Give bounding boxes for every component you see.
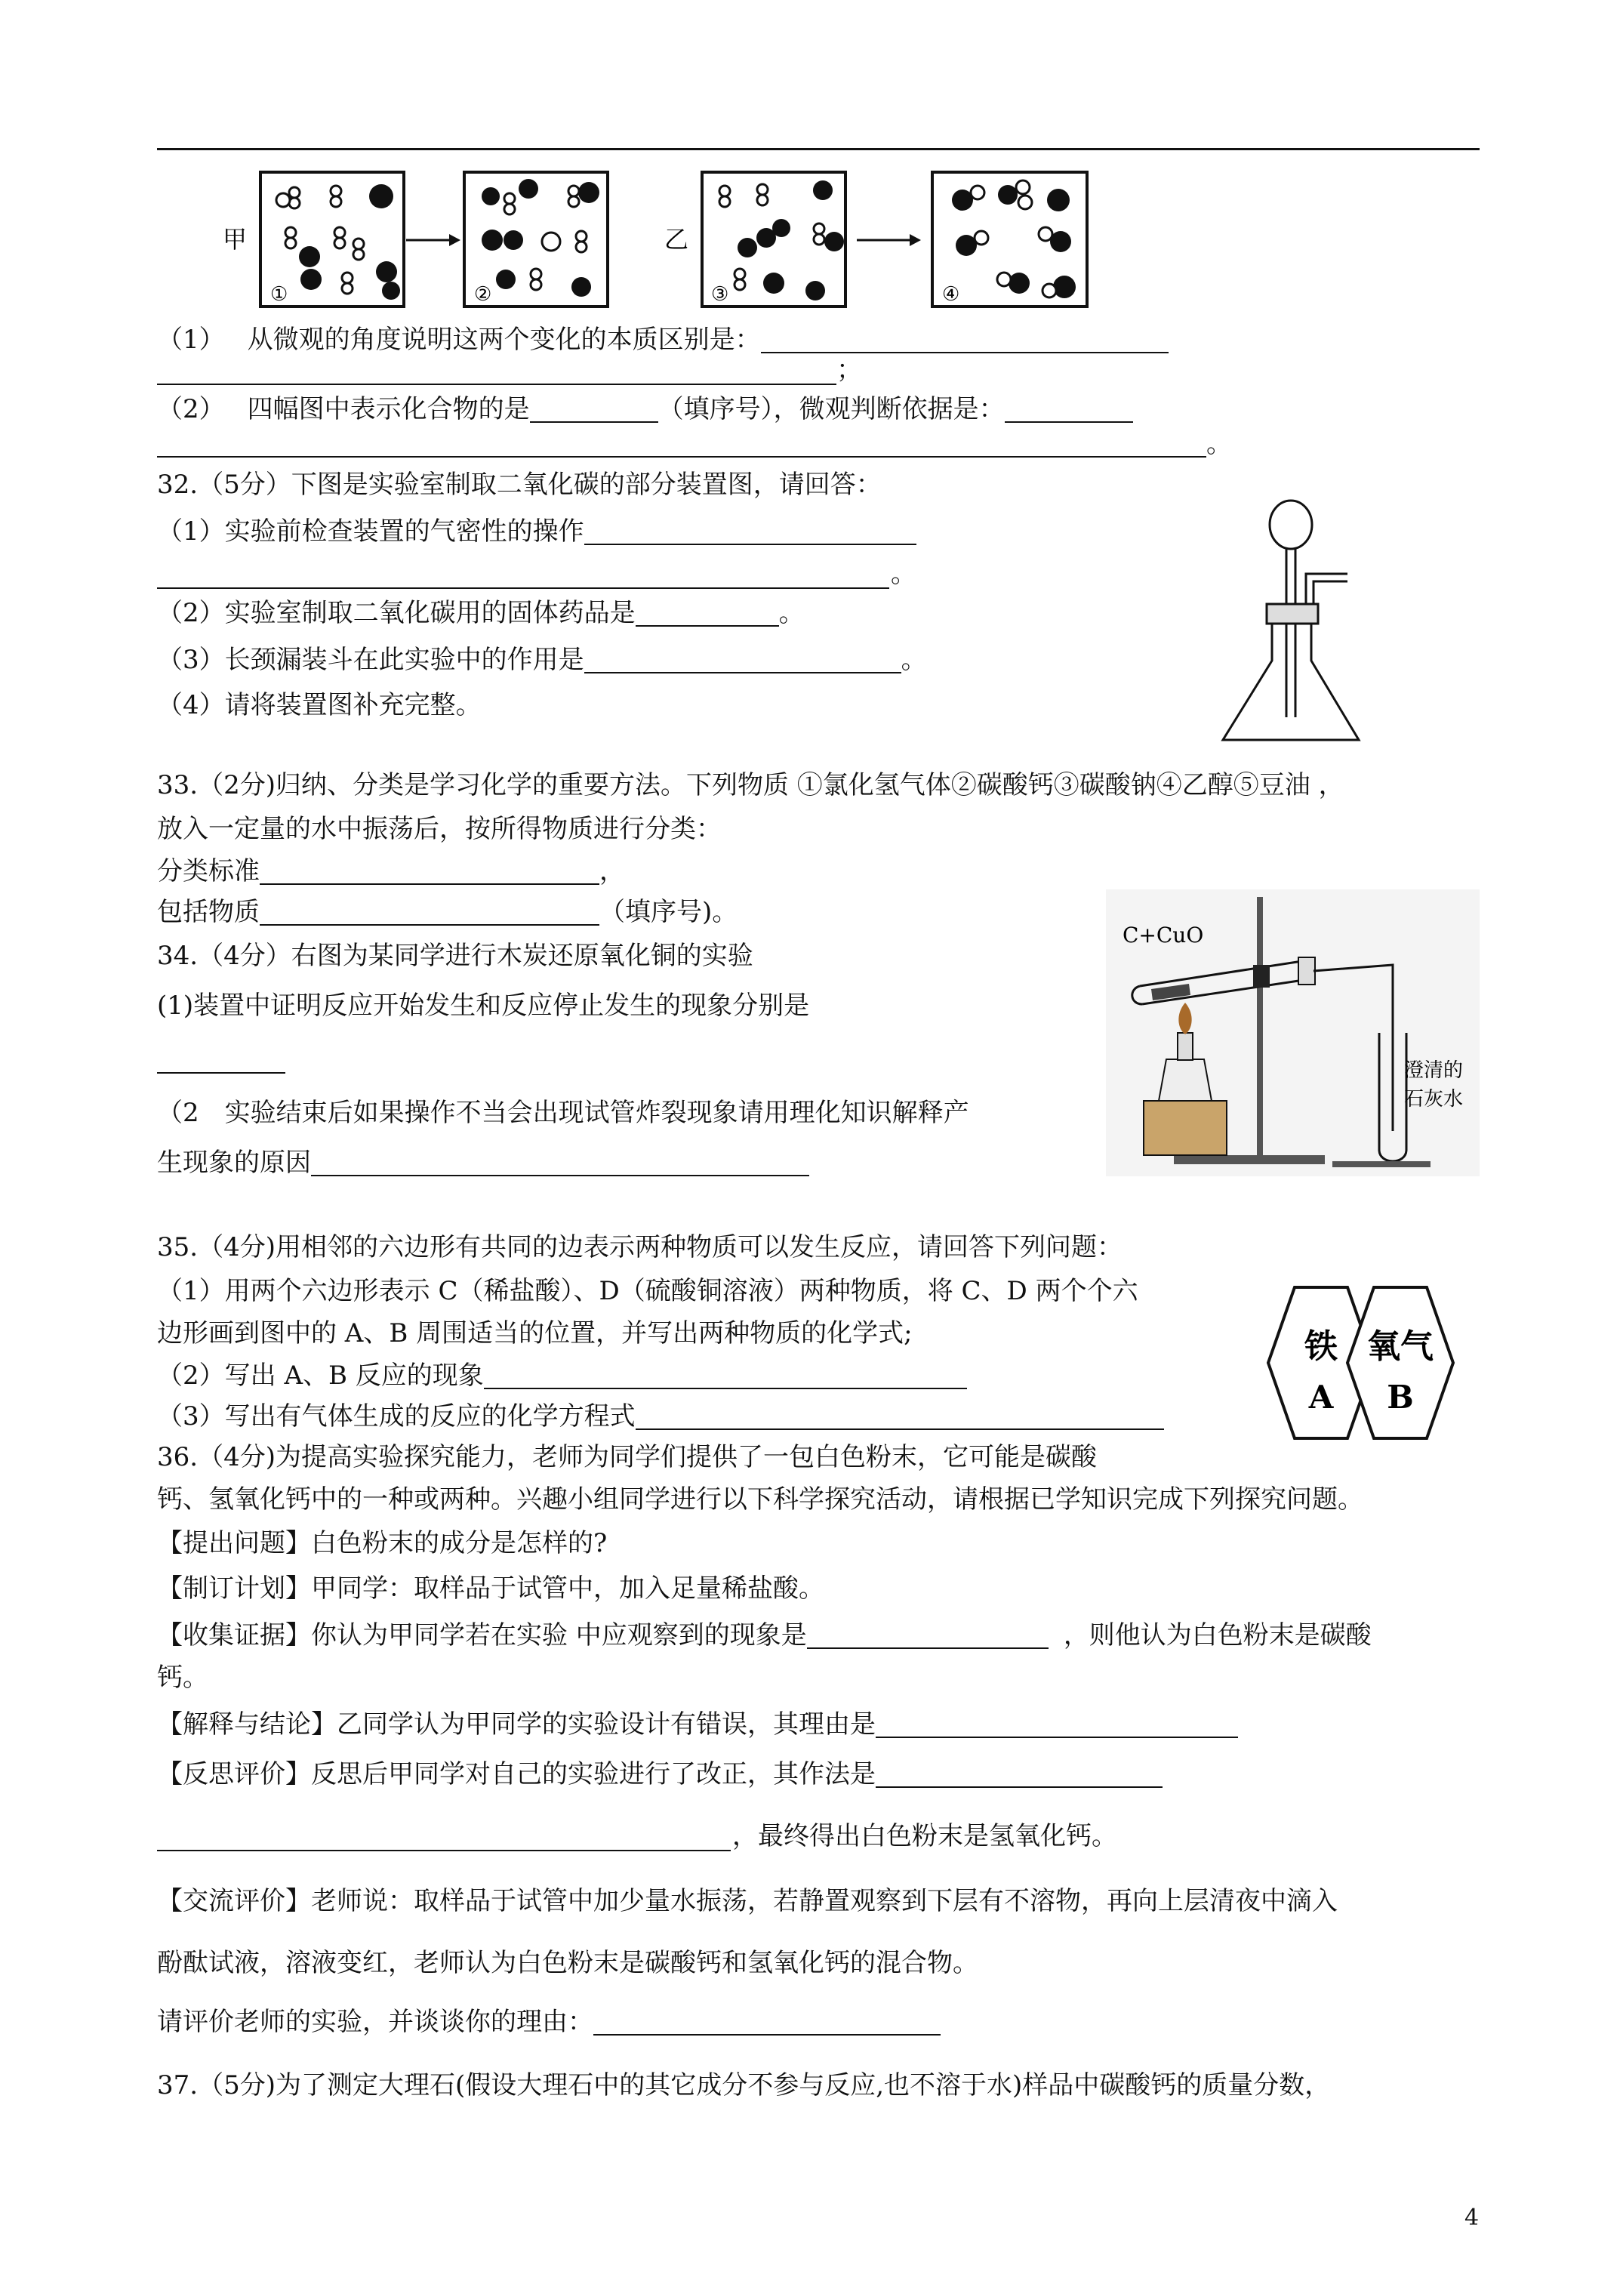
q36-l3: 【提出问题】白色粉末的成分是怎样的? (157, 1528, 608, 1558)
q37-l1: 37.（5分)为了测定大理石(假设大理石中的其它成分不参与反应,也不溶于水)样品中碳酸钙的质量分数， (157, 2070, 1331, 2100)
panel-num-4: ④ (942, 283, 960, 306)
charcoal-reduction-figure (1106, 889, 1480, 1176)
q33-l2: 放入一定量的水中振荡后，按所得物质进行分类： (157, 814, 722, 844)
q35-s1b: 边形画到图中的 A、B 周围适当的位置，并写出两种物质的化学式; (157, 1318, 913, 1348)
hex-b-bot: B (1387, 1379, 1414, 1416)
q33-l3: 分类标准 ， (157, 856, 625, 886)
q31-answer-line-1[interactable] (157, 384, 836, 385)
q32-s1-end: 。 (891, 559, 916, 589)
page-number: 4 (1464, 2205, 1480, 2231)
q32-head: 32.（5分）下图是实验室制取二氧化碳的部分装置图，请回答： (157, 470, 882, 500)
q34-s2b: 生现象的原因 (157, 1146, 809, 1179)
q36-l5: 【收集证据】你认为甲同学若在实验 中应观察到的现象是 ，则他认为白色粉末是碳酸 (157, 1620, 1372, 1650)
q32-s4: （4）请将装置图补充完整。 (157, 690, 482, 720)
q36-l7: 【解释与结论】乙同学认为甲同学的实验设计有错误，其理由是 (157, 1708, 1238, 1741)
q35-s2: （2）写出 A、B 反应的现象 (157, 1359, 967, 1392)
label-yi: 乙 (664, 225, 689, 254)
q33-l1: 33.（2分)归纳、分类是学习化学的重要方法。下列物质 ①氯化氢气体②碳酸钙③碳酸钠④乙醇⑤豆油 ， (157, 770, 1344, 800)
q36-l1: 36.（4分)为提高实验探究能力，老师为同学们提供了一包白色粉末，它可能是碳酸 (157, 1442, 1097, 1472)
q36-answer-line[interactable] (157, 1850, 731, 1851)
panel-num-3: ③ (711, 283, 729, 306)
fig-label-c-cuo: C+CuO (1123, 923, 1204, 948)
flask-apparatus-figure (1208, 491, 1434, 751)
q36-l8: 【反思评价】反思后甲同学对自己的实验进行了改正，其作法是 (157, 1758, 1163, 1791)
hex-a-bot: A (1308, 1379, 1334, 1416)
q33-l4: 包括物质 （填序号)。 (157, 897, 738, 927)
q34-s2: （2 实验结束后如果操作不当会出现试管炸裂现象请用理化知识解释产 (157, 1098, 969, 1128)
q34-answer-line-1[interactable] (157, 1072, 285, 1074)
q31-sub2: （2） 四幅图中表示化合物的是 （填序号），微观判断依据是： (157, 393, 1133, 426)
q34-head: 34.（4分）右图为某同学进行木炭还原氧化铜的实验 (157, 941, 753, 971)
q32-s2: （2）实验室制取二氧化碳用的固体药品是 。 (157, 598, 805, 628)
q36-l11: 酚酞试液，溶液变红，老师认为白色粉末是碳酸钙和氢氧化钙的混合物。 (157, 1948, 978, 1978)
hex-b-top: 氧气 (1367, 1327, 1434, 1366)
q32-answer-line-1[interactable] (157, 587, 889, 589)
hex-a-top: 铁 (1304, 1327, 1338, 1366)
q35-head: 35.（4分)用相邻的六边形有共同的边表示两种物质可以发生反应，请回答下列问题： (157, 1232, 1123, 1262)
panel-num-2: ② (474, 283, 492, 306)
q32-s3: （3）长颈漏装斗在此实验中的作用是 。 (157, 645, 927, 675)
q31-sub1-end: ； (836, 355, 862, 385)
label-jia: 甲 (223, 225, 248, 254)
q36-l9: ，最终得出白色粉末是氢氧化钙。 (732, 1821, 1117, 1851)
q32-s1: （1）实验前检查装置的气密性的操作 (157, 515, 916, 548)
panel-num-1: ① (270, 283, 288, 306)
q31-sub1: （1） 从微观的角度说明这两个变化的本质区别是： (157, 323, 1169, 356)
q34-s1: (1)装置中证明反应开始发生和反应停止发生的现象分别是 (157, 991, 810, 1021)
hexagon-diagram (1249, 1284, 1468, 1442)
header-rule (157, 148, 1480, 150)
q36-l2: 钙、氢氧化钙中的一种或两种。兴趣小组同学进行以下科学探究活动，请根据已学知识完成下列探究问题。 (157, 1484, 1363, 1515)
q36-l4: 【制订计划】甲同学：取样品于试管中，加入足量稀盐酸。 (157, 1573, 824, 1604)
q36-l10: 【交流评价】老师说：取样品于试管中加少量水振荡，若静置观察到下层有不溶物，再向上层清夜中滴入 (157, 1886, 1338, 1916)
q31-answer-line-2[interactable] (157, 456, 1206, 458)
fig-label-limewater-1: 澄清的 (1404, 1059, 1464, 1082)
q36-l6: 钙。 (157, 1663, 208, 1693)
fig-label-limewater-2: 石灰水 (1404, 1088, 1464, 1111)
q31-sub2-end: 。 (1206, 429, 1232, 459)
q35-s3: （3）写出有气体生成的反应的化学方程式 (157, 1400, 1164, 1433)
q36-l12: 请评价老师的实验，并谈谈你的理由： (157, 2005, 941, 2039)
q35-s1a: （1）用两个六边形表示 C（稀盐酸）、D（硫酸铜溶液）两种物质，将 C、D 两个个六 (157, 1276, 1138, 1306)
molecule-diagram (219, 159, 1125, 310)
